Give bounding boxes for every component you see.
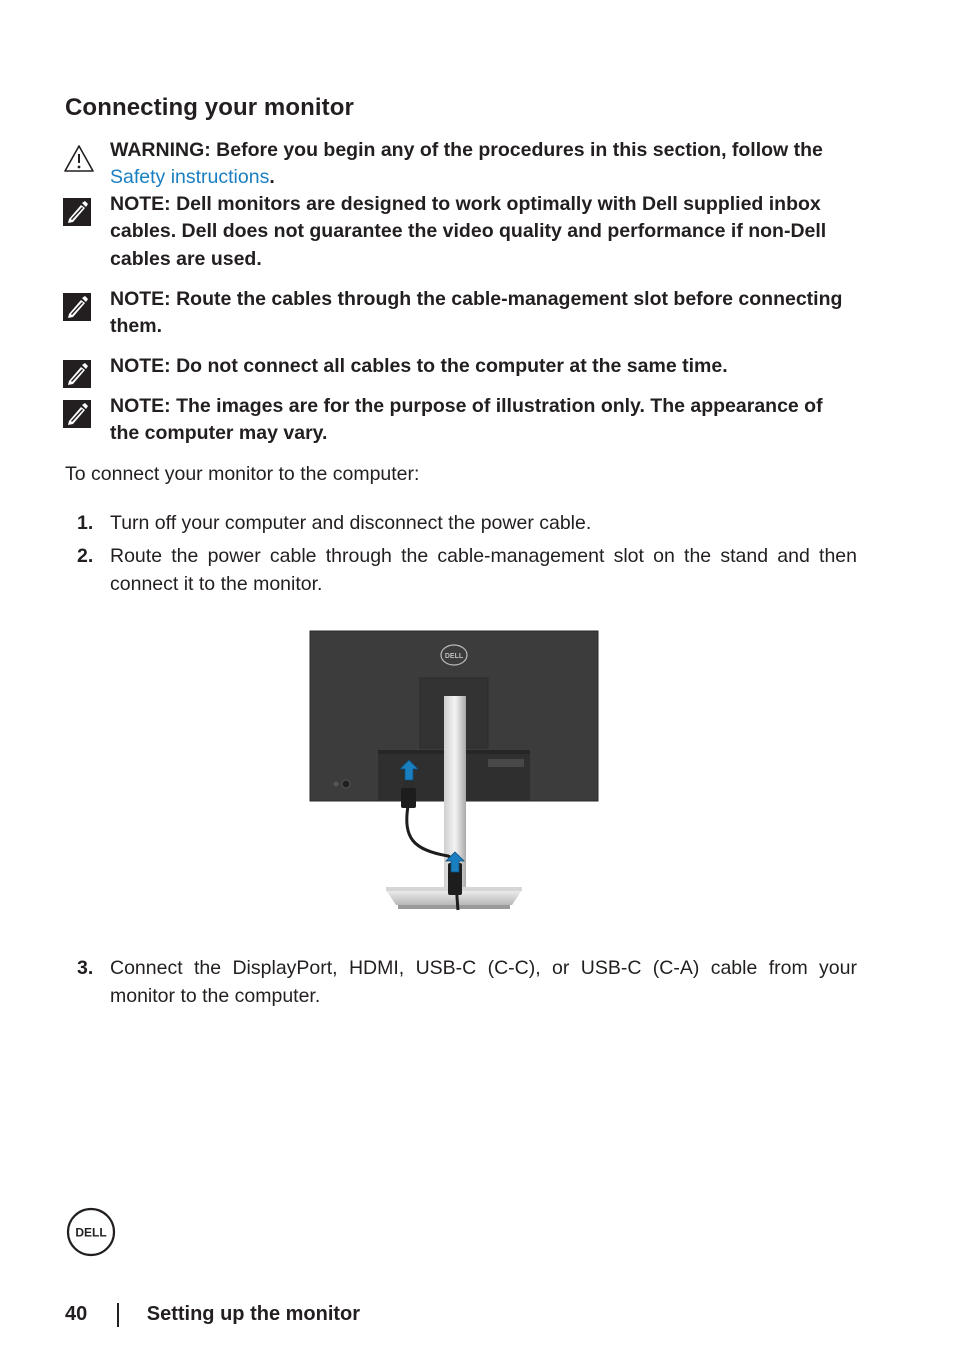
warning-text-part: WARNING: Before you begin any of the procedures in this section, follow the — [110, 139, 823, 161]
note-text: NOTE: Route the cables through the cable-management slot before connecting them. — [110, 288, 843, 338]
note-pencil-icon — [62, 197, 92, 227]
safety-instructions-link[interactable]: Safety instructions — [110, 166, 270, 189]
step-text: Route the power cable through the cable-management slot on the stand and then connect it to the monitor. — [110, 545, 857, 595]
figure-logo-text: DELL — [444, 653, 464, 660]
warning-text-end: . — [269, 166, 275, 189]
warning-triangle-icon — [62, 143, 96, 177]
intro-paragraph: To connect your monitor to the computer: — [65, 463, 420, 485]
footer-divider — [117, 1303, 119, 1327]
warning-text — [110, 137, 850, 192]
step-number: 2. — [77, 545, 94, 567]
monitor-rear-illustration — [308, 628, 600, 918]
note-pencil-icon — [62, 399, 92, 429]
section-title: Setting up the monitor — [146, 1303, 361, 1325]
note-pencil-icon — [62, 359, 92, 389]
step-number: 3. — [77, 957, 94, 979]
page-number: 40 — [65, 1303, 88, 1325]
step-number: 1. — [77, 512, 94, 534]
note-text: NOTE: Dell monitors are designed to work optimally with Dell supplied inbox cables. Dell does not guarantee the video quality and performance if non-Dell cables are used. — [110, 193, 827, 270]
page-footer — [65, 1300, 360, 1328]
note-pencil-icon — [62, 292, 92, 322]
dell-logo-text: DELL — [75, 1225, 107, 1240]
note-text: NOTE: The images are for the purpose of illustration only. The appearance of the computer may vary. — [110, 395, 823, 445]
page-title: Connecting your monitor — [65, 94, 354, 121]
step-text: Connect the DisplayPort, HDMI, USB-C (C-C), or USB-C (C-A) cable from your monitor to the computer. — [110, 957, 857, 1007]
note-text: NOTE: Do not connect all cables to the computer at the same time. — [110, 355, 728, 377]
step-text: Turn off your computer and disconnect the power cable. — [110, 512, 592, 534]
dell-logo — [66, 1207, 116, 1257]
